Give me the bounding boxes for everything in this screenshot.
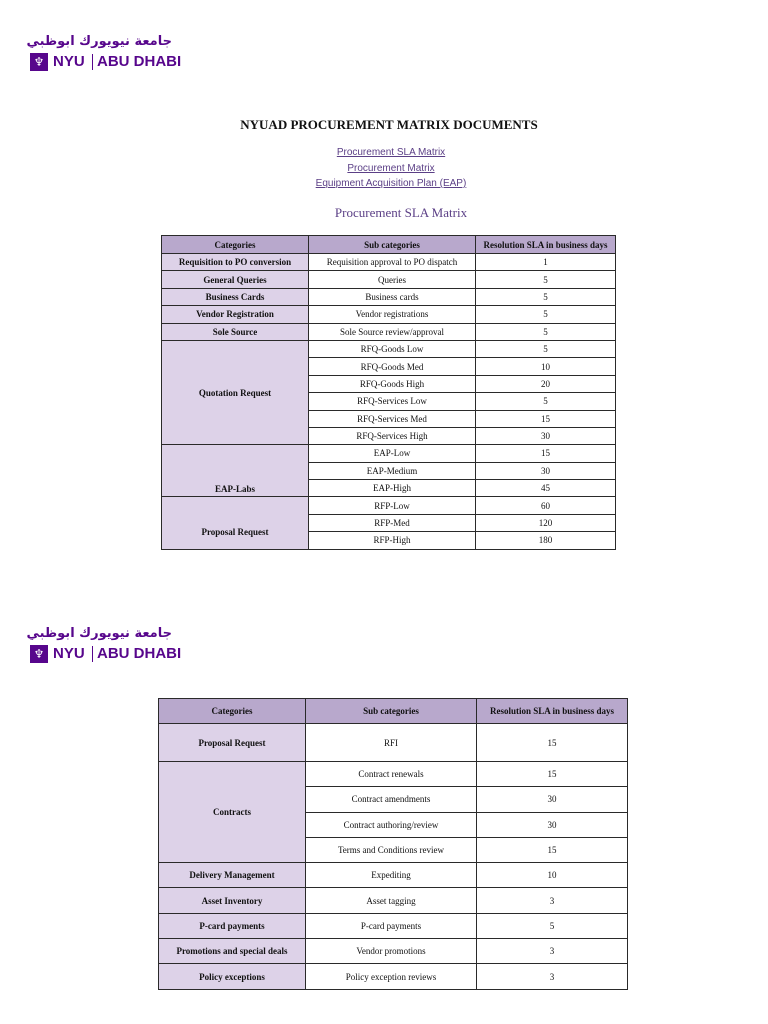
logo-nyu-text: NYU <box>53 53 85 70</box>
subcategory-cell: EAP-Low <box>309 445 476 462</box>
table-header-row <box>162 236 616 254</box>
nyu-torch-icon: ♆ <box>30 53 48 71</box>
sla-cell: 60 <box>476 497 616 514</box>
link-equipment-acquisition-plan[interactable]: Equipment Acquisition Plan (EAP) <box>315 178 467 189</box>
logo-arabic-text: جامعة نيويورك ابوظبي <box>26 34 172 49</box>
sla-cell: 30 <box>476 462 616 479</box>
sla-cell: 5 <box>476 306 616 323</box>
logo-abu-dhabi-text: ABU DHABI <box>97 645 182 662</box>
subcategory-cell: RFP-Med <box>309 514 476 531</box>
subcategory-cell: Asset tagging <box>306 888 477 913</box>
category-cell: P-card payments <box>159 913 306 938</box>
category-cell: Asset Inventory <box>159 888 306 913</box>
table-row <box>159 863 628 888</box>
table-row <box>159 913 628 938</box>
header-sub-categories: Sub categories <box>306 699 477 724</box>
table-row <box>162 271 616 288</box>
table-row <box>159 888 628 913</box>
sla-cell: 10 <box>477 863 628 888</box>
table-row <box>162 323 616 340</box>
category-cell: Delivery Management <box>159 863 306 888</box>
subcategory-cell: RFQ-Goods High <box>309 375 476 392</box>
sla-cell: 3 <box>477 939 628 964</box>
sla-cell: 30 <box>477 812 628 837</box>
sla-cell: 15 <box>476 410 616 427</box>
category-cell: Promotions and special deals <box>159 939 306 964</box>
sla-cell: 180 <box>476 532 616 549</box>
document-title: NYUAD PROCUREMENT MATRIX DOCUMENTS <box>240 117 538 132</box>
link-procurement-sla-matrix[interactable]: Procurement SLA Matrix <box>336 147 446 158</box>
sla-cell: 5 <box>476 393 616 410</box>
sla-cell: 5 <box>476 340 616 357</box>
nyu-torch-icon: ♆ <box>30 645 48 663</box>
sla-cell: 3 <box>477 888 628 913</box>
nyuad-logo <box>26 626 190 667</box>
sla-cell: 15 <box>476 445 616 462</box>
header-sub-categories: Sub categories <box>309 236 476 254</box>
sla-matrix-table-1 <box>161 235 616 550</box>
subcategory-cell: P-card payments <box>306 913 477 938</box>
table-row <box>159 762 628 787</box>
category-cell: Vendor Registration <box>162 306 309 323</box>
table-row <box>162 288 616 305</box>
category-cell-quotation-request: Quotation Request <box>162 340 309 444</box>
category-cell-contracts: Contracts <box>159 762 306 863</box>
table-row <box>162 445 616 462</box>
sla-cell: 5 <box>477 913 628 938</box>
subcategory-cell: Queries <box>309 271 476 288</box>
nyuad-logo <box>26 34 190 75</box>
category-cell: General Queries <box>162 271 309 288</box>
sla-cell: 10 <box>476 358 616 375</box>
category-cell: Sole Source <box>162 323 309 340</box>
subcategory-cell: RFQ-Services Low <box>309 393 476 410</box>
sla-cell: 30 <box>476 427 616 444</box>
sla-cell: 1 <box>476 254 616 271</box>
sla-cell: 15 <box>477 724 628 762</box>
table-row <box>162 340 616 357</box>
sla-cell: 5 <box>476 323 616 340</box>
category-cell: Policy exceptions <box>159 964 306 989</box>
header-categories: Categories <box>162 236 309 254</box>
subcategory-cell: RFI <box>306 724 477 762</box>
category-cell: Requisition to PO conversion <box>162 254 309 271</box>
logo-nyu-text: NYU <box>53 645 85 662</box>
table-row <box>159 964 628 989</box>
subcategory-cell: Vendor promotions <box>306 939 477 964</box>
subcategory-cell: Sole Source review/approval <box>309 323 476 340</box>
sla-cell: 3 <box>477 964 628 989</box>
subcategory-cell: RFQ-Goods Med <box>309 358 476 375</box>
header-resolution-sla: Resolution SLA in business days <box>477 699 628 724</box>
subcategory-cell: RFP-High <box>309 532 476 549</box>
subcategory-cell: RFQ-Goods Low <box>309 340 476 357</box>
subcategory-cell: RFP-Low <box>309 497 476 514</box>
sla-matrix-table-2 <box>158 698 628 990</box>
subcategory-cell: Expediting <box>306 863 477 888</box>
sla-cell: 15 <box>477 837 628 862</box>
sla-cell: 5 <box>476 288 616 305</box>
sla-cell: 120 <box>476 514 616 531</box>
sla-cell: 45 <box>476 480 616 497</box>
subcategory-cell: Requisition approval to PO dispatch <box>309 254 476 271</box>
logo-divider <box>92 646 93 662</box>
sla-cell: 30 <box>477 787 628 812</box>
header-resolution-sla: Resolution SLA in business days <box>476 236 616 254</box>
section-title: Procurement SLA Matrix <box>334 205 468 220</box>
table-header-row <box>159 699 628 724</box>
table-row <box>162 497 616 514</box>
table-row <box>162 254 616 271</box>
category-cell: Proposal Request <box>159 724 306 762</box>
category-cell-eap-labs: EAP-Labs <box>162 445 309 497</box>
subcategory-cell: Contract authoring/review <box>306 812 477 837</box>
table-row <box>159 724 628 762</box>
subcategory-cell: Contract amendments <box>306 787 477 812</box>
subcategory-cell: Contract renewals <box>306 762 477 787</box>
subcategory-cell: RFQ-Services High <box>309 427 476 444</box>
table-row <box>162 306 616 323</box>
link-procurement-matrix[interactable]: Procurement Matrix <box>347 162 435 174</box>
logo-arabic-text: جامعة نيويورك ابوظبي <box>26 626 172 641</box>
subcategory-cell: EAP-Medium <box>309 462 476 479</box>
sla-cell: 15 <box>477 762 628 787</box>
document-links <box>0 145 768 192</box>
subcategory-cell: Policy exception reviews <box>306 964 477 989</box>
sla-cell: 5 <box>476 271 616 288</box>
category-cell-proposal-request: Proposal Request <box>162 497 309 549</box>
subcategory-cell: EAP-High <box>309 480 476 497</box>
table-row <box>159 939 628 964</box>
subcategory-cell: Terms and Conditions review <box>306 837 477 862</box>
subcategory-cell: Business cards <box>309 288 476 305</box>
subcategory-cell: RFQ-Services Med <box>309 410 476 427</box>
category-cell: Business Cards <box>162 288 309 305</box>
logo-abu-dhabi-text: ABU DHABI <box>97 53 182 70</box>
logo-divider <box>92 54 93 70</box>
header-categories: Categories <box>159 699 306 724</box>
subcategory-cell: Vendor registrations <box>309 306 476 323</box>
sla-cell: 20 <box>476 375 616 392</box>
